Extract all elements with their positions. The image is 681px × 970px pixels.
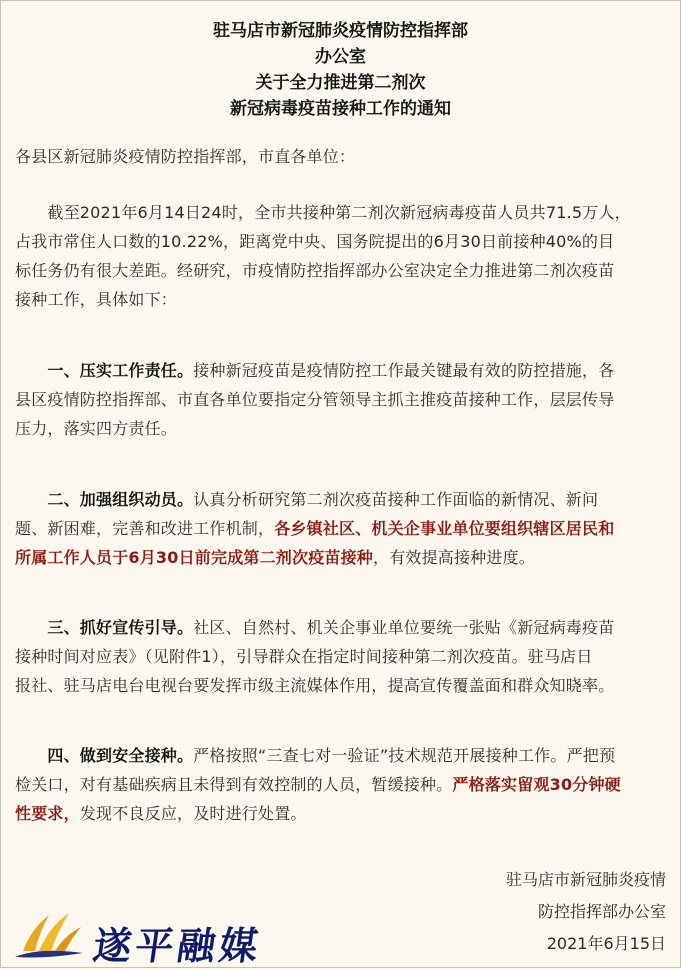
section-heading: 一、压实工作责任。: [15, 361, 194, 380]
section-heading: 四、做到安全接种。: [15, 746, 194, 765]
highlight-text: 性要求，: [15, 804, 80, 823]
watermark-text: 遂平融媒: [90, 923, 265, 968]
signature-org-line-1: 驻马店市新冠肺炎疫情: [505, 870, 666, 889]
section-heading: 二、加强组织动员。: [15, 490, 194, 509]
section-1: 一、压实工作责任。接种新冠疫苗是疫情防控工作最关键最有效的防控措施，各 县区疫情防控指挥部、市直各单位要指定分管领导主抓主推疫苗接种工作，层层传导 压力，落实四方责任。: [15, 361, 615, 438]
highlight-text: 严格落实留观30分钟硬: [452, 775, 621, 794]
section-2: 二、加强组织动员。认真分析研究第二剂次疫苗接种工作面临的新情况、新问 题、新困难，完善和改进工作机制，各乡镇社区、机关企事业单位要组织辖区居民和 所属工作人员于6月30日前完成第二剂次疫苗接种，有效提高接种进度。: [15, 490, 615, 567]
salutation: 各县区新冠肺炎疫情防控指挥部，市直各单位：: [15, 147, 356, 166]
highlight-text: 各乡镇社区、机关企事业单位要组织辖区居民和: [274, 519, 615, 538]
section-3: 三、抓好宣传引导。社区、自然村、机关企事业单位要统一张贴《新冠病毒疫苗 接种时间对应表》（见附件1），引导群众在指定时间接种第二剂次疫苗。驻马店日 报社、驻马店电台电视台要发挥市级主流媒体作用，提高宣传覆盖面和群众知晓率。: [15, 618, 615, 695]
title-line-4: 新冠病毒疫苗接种工作的通知: [230, 99, 451, 119]
title-line-1: 驻马店市新冠肺炎疫情防控指挥部: [213, 21, 468, 41]
watermark-logo-icon: [9, 907, 89, 963]
section-4: 四、做到安全接种。严格按照“三查七对一验证”技术规范开展接种工作。严把预 检关口，对有基础疾病且未得到有效控制的人员，暂缓接种。严格落实留观30分钟硬 性要求，发现不良反应，及时进行处置。: [15, 746, 621, 823]
title-line-3: 关于全力推进第二剂次: [255, 73, 426, 93]
signature-org-line-2: 防控指挥部办公室: [537, 902, 666, 921]
title-line-2: 办公室: [315, 47, 366, 67]
highlight-text: 所属工作人员于6月30日前完成第二剂次疫苗接种: [15, 548, 373, 567]
intro-paragraph: 截至2021年6月14日24时，全市共接种第二剂次新冠病毒疫苗人员共71.5万人， 占我市常住人口数的10.22%，距离党中央、国务院提出的6月30日前接种40%的目 标任务仍有很大差距。经研究，市疫情防控指挥部办公室决定全力推进第二剂次疫苗 接种工作，具体如下：: [15, 203, 631, 309]
signature-date: 2021年6月15日: [546, 934, 666, 953]
section-heading: 三、抓好宣传引导。: [15, 618, 194, 637]
